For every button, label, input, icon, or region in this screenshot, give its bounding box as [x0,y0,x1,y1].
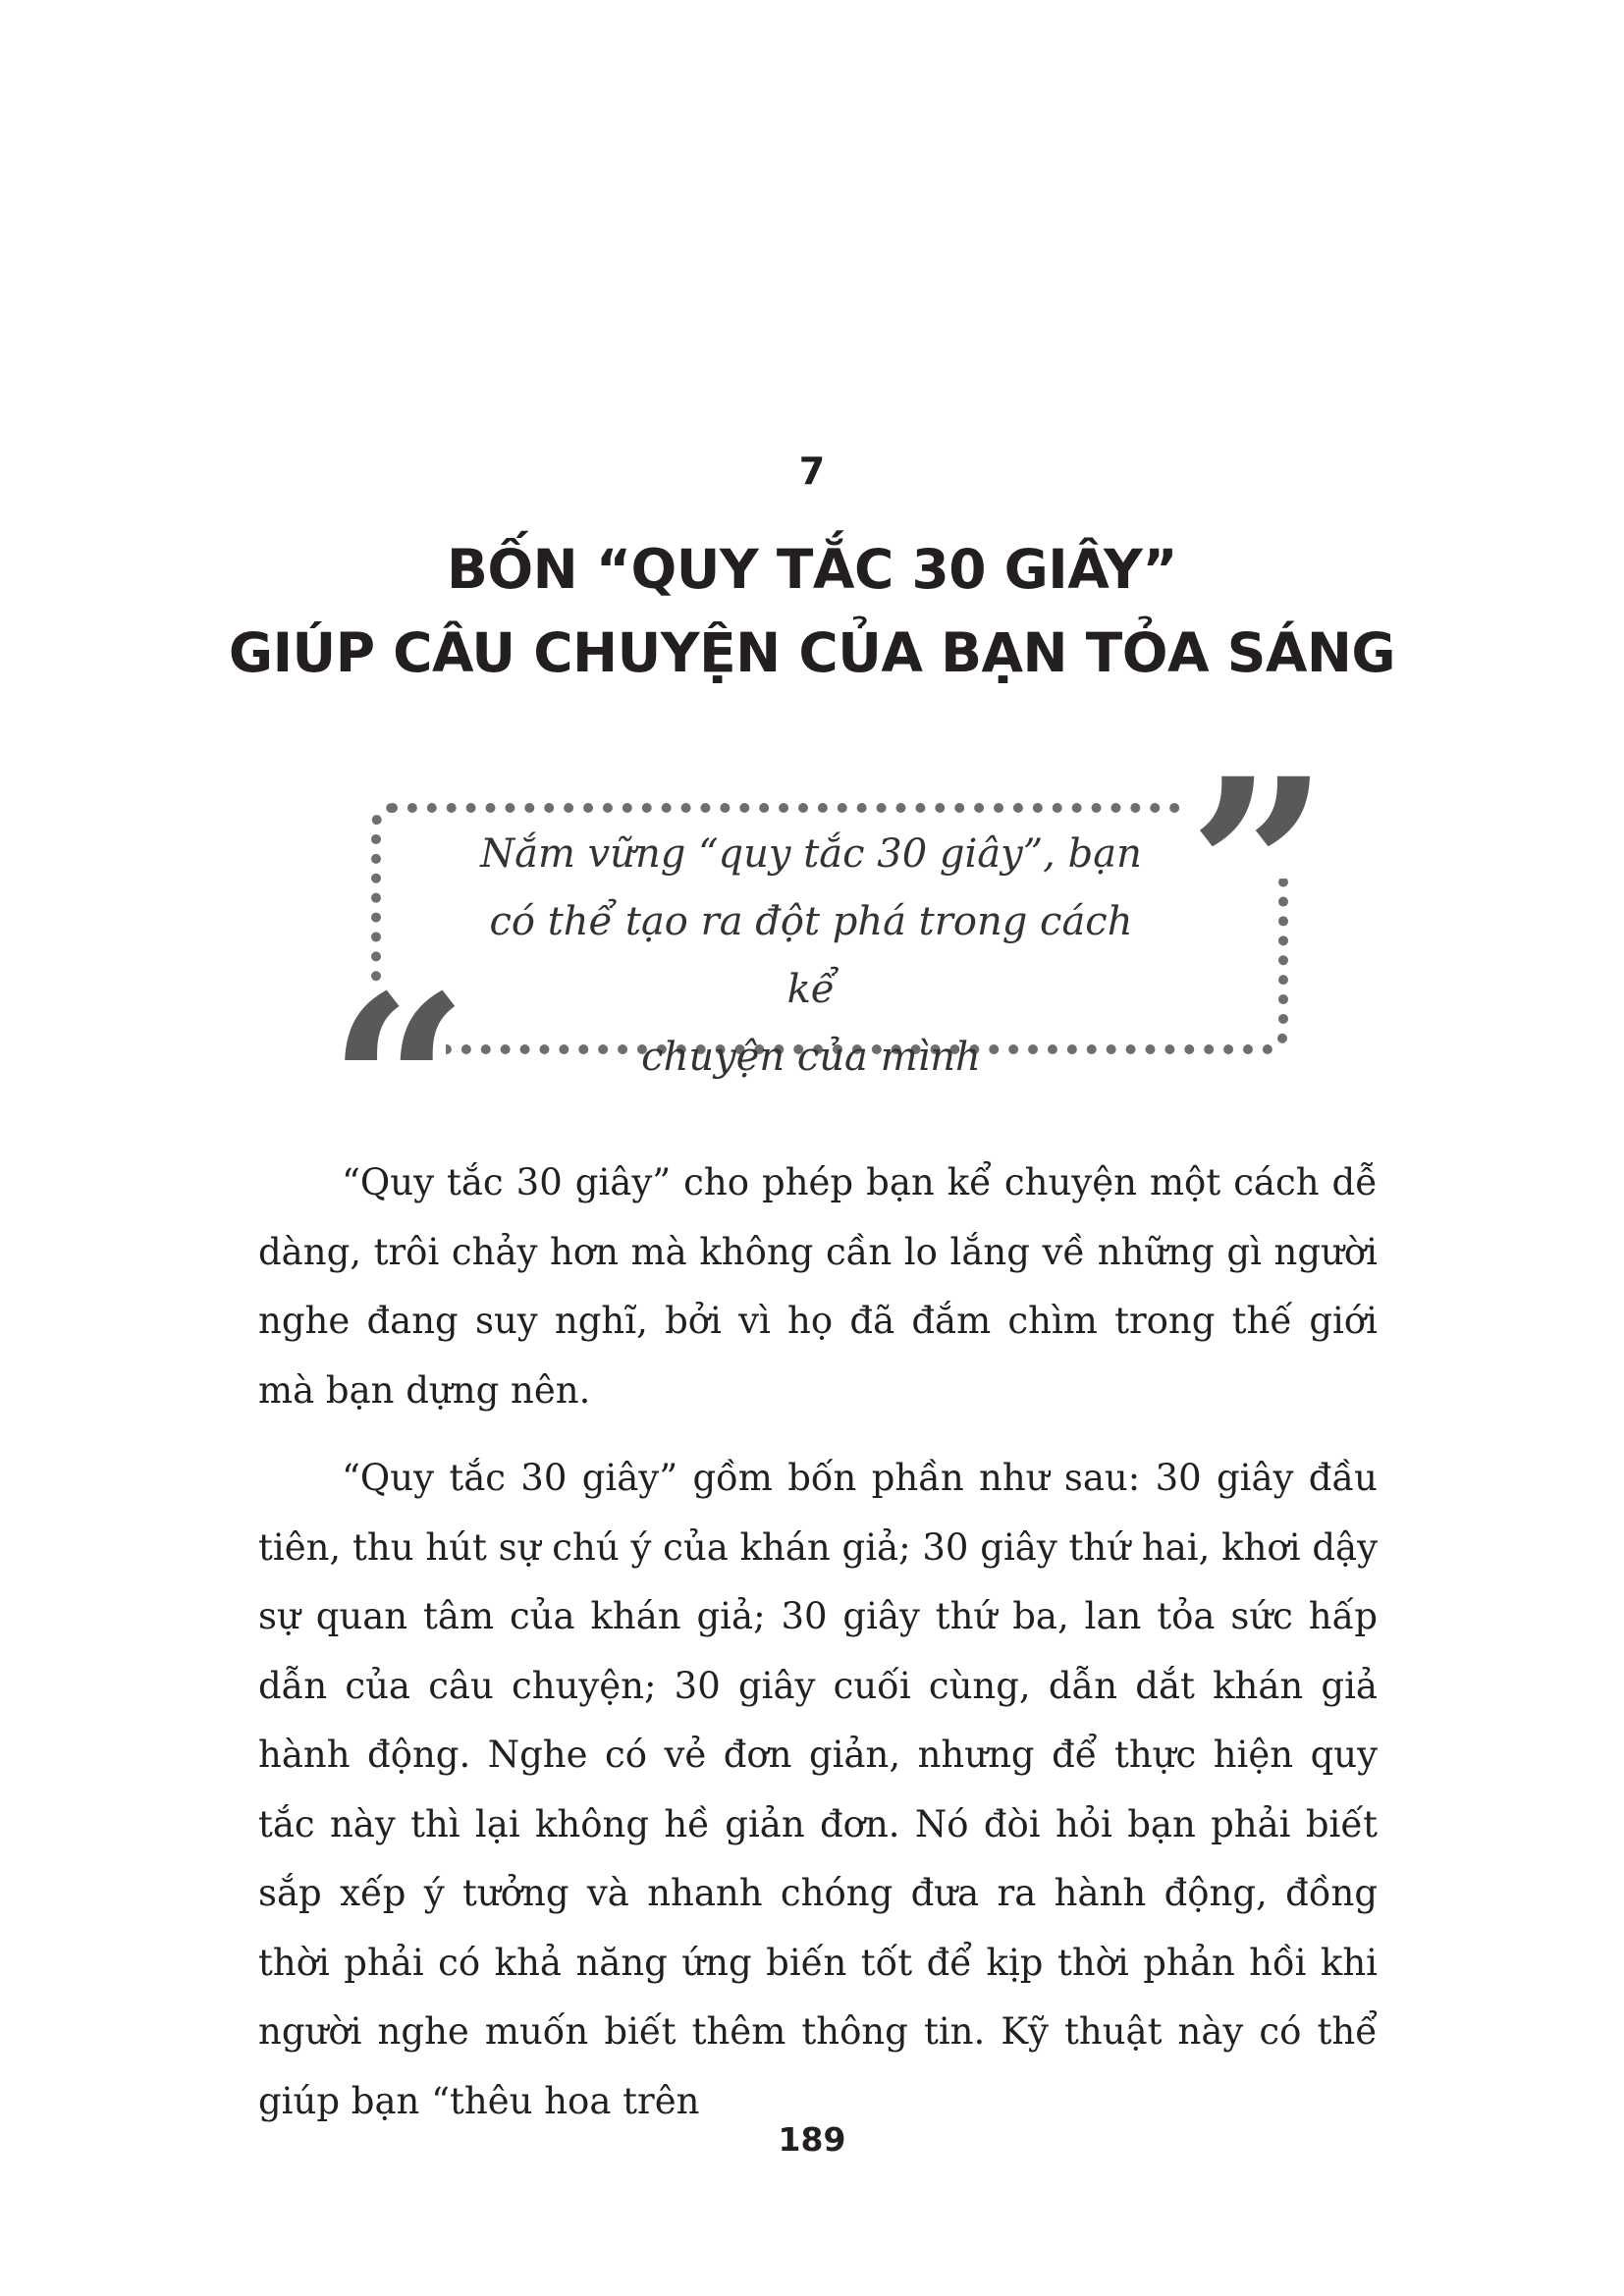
pull-quote-line-2: có thể tạo ra đột phá trong cách kể [489,899,1133,1012]
page-number: 189 [778,2120,846,2159]
chapter-title-line-2: GIÚP CÂU CHUYỆN CỦA BẠN TỎA SÁNG [228,621,1396,684]
pull-quote-line-1: Nắm vững “quy tắc 30 giây”, bạn [480,831,1142,877]
pull-quote-text [461,821,1161,1092]
chapter-number: 7 [798,450,826,493]
close-quote-icon: ” [1188,724,1329,1013]
body-paragraph-1: “Quy tắc 30 giây” cho phép bạn kể chuyện một cách dễ dàng, trôi chảy hơn mà không cần lo lắng về những gì người nghe đang suy nghĩ, bởi vì họ đã đắm chìm trong thế giới mà bạn dựng nên. [258,1161,1378,1412]
chapter-title [0,528,1624,695]
chapter-title-line-1: BỐN “QUY TẮC 30 GIÂY” [446,538,1178,601]
open-quote-icon: “ [328,941,469,1230]
body-text [258,1148,1378,2155]
body-paragraph-2: “Quy tắc 30 giây” gồm bốn phần như sau: 30 giây đầu tiên, thu hút sự chú ý của khán giả; 30 giây thứ hai, khơi dậy sự quan tâm của khán giả; 30 giây thứ ba, lan tỏa sức hấp dẫn của câu chuyện; 30 giây cuối cùng, dẫn dắt khán giả hành động. Nghe có vẻ đơn giản, nhưng để thực hiện quy tắc này thì lại không hề giản đơn. Nó đòi hỏi bạn phải biết sắp xếp ý tưởng và nhanh chóng đưa ra hành động, đồng thời phải có khả năng ứng biến tốt để kịp thời phản hồi khi người nghe muốn biết thêm thông tin. Kỹ thuật này có thể giúp bạn “thêu hoa trên [258,1457,1378,2122]
pull-quote-line-3: chuyện của mình [641,1035,981,1080]
